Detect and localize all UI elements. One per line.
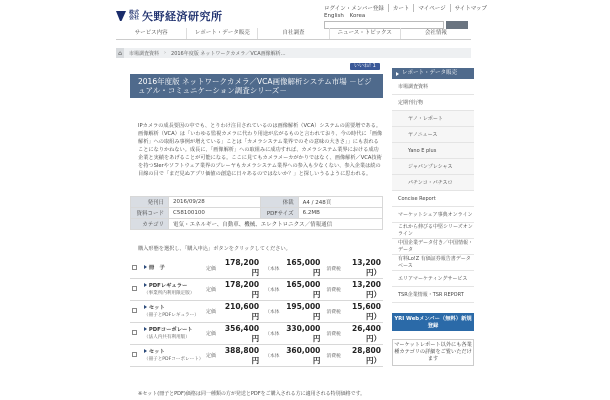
sidebar bbox=[392, 68, 474, 366]
price-value: 388,800円 bbox=[221, 345, 261, 367]
purchase-instruction: 購入形態を選択し、「購入申込」ボタンをクリックしてください。 bbox=[138, 246, 291, 252]
purchase-checkbox[interactable] bbox=[132, 265, 137, 270]
price-base-label: （本体 bbox=[261, 258, 282, 279]
info-label: カテゴリ bbox=[131, 219, 169, 230]
table-row bbox=[131, 208, 383, 219]
nav-divider bbox=[116, 39, 471, 40]
price-base: 360,000円 bbox=[283, 345, 323, 367]
price-kind: 定価 bbox=[204, 279, 221, 301]
global-nav bbox=[116, 28, 471, 39]
price-row[interactable] bbox=[130, 323, 383, 345]
price-tax: 13,200円） bbox=[344, 258, 384, 279]
price-option-name: 冊 子 bbox=[148, 264, 165, 271]
price-value: 178,200円 bbox=[221, 279, 261, 301]
logo[interactable] bbox=[116, 8, 223, 24]
price-tax-label: 消費税 bbox=[322, 345, 343, 367]
sitemap-link[interactable]: サイトマップ bbox=[450, 4, 491, 12]
price-option-name: PDFコーポレート bbox=[148, 326, 193, 333]
triangle-icon bbox=[144, 283, 147, 287]
lang-korea[interactable]: Korea bbox=[349, 13, 366, 19]
price-base-label: （本体 bbox=[261, 323, 282, 345]
nav-company[interactable]: 会社情報 bbox=[400, 28, 471, 39]
info-value: C58100100 bbox=[169, 208, 261, 219]
purchase-checkbox[interactable] bbox=[132, 352, 137, 357]
breadcrumb-separator: › bbox=[164, 50, 167, 56]
sidebar-subitem[interactable]: ジャパンプレシャス bbox=[392, 159, 474, 175]
sidebar-subitem[interactable]: Yano E plus bbox=[392, 143, 474, 159]
price-tax: 28,800円） bbox=[344, 345, 384, 367]
member-register-banner[interactable]: YRI Webメンバー（無料）新規登録 bbox=[392, 313, 474, 331]
price-option-name: PDFレギュラー bbox=[148, 282, 188, 289]
info-label: 資料コード bbox=[131, 208, 169, 219]
price-value: 178,200円 bbox=[221, 258, 261, 279]
top-links bbox=[324, 4, 491, 12]
sidebar-item[interactable]: 有料Lo!Z 有価証券報告書データベース bbox=[392, 255, 474, 271]
price-footnote: ※セット(冊子とPDF)価格は同一種類の方が発送とPDFをご購入される方に適用される特別価格です。 bbox=[138, 391, 366, 397]
nav-services[interactable]: サービス内容 bbox=[134, 30, 168, 36]
price-tax: 13,200円） bbox=[344, 279, 384, 301]
sidebar-subitem[interactable]: パチンコ・パチスロ bbox=[392, 175, 474, 191]
price-option-sub: （冊子とPDFコーポレート） bbox=[143, 356, 204, 362]
table-row bbox=[131, 219, 383, 230]
login-link[interactable]: ログイン・メンバー登録 bbox=[324, 6, 384, 12]
price-row[interactable] bbox=[130, 279, 383, 301]
price-value: 210,600円 bbox=[221, 301, 261, 323]
breadcrumb bbox=[116, 48, 471, 58]
price-base-label: （本体 bbox=[261, 279, 282, 301]
price-tax-label: 消費税 bbox=[322, 279, 343, 301]
sidebar-item[interactable]: 中国企業データ付き／中国情報・データ bbox=[392, 239, 474, 255]
info-label: PDFサイズ bbox=[260, 208, 298, 219]
purchase-checkbox[interactable] bbox=[132, 330, 137, 335]
sidebar-item[interactable]: 市場調査資料 bbox=[392, 79, 474, 95]
nav-reports[interactable]: レポート・データ販売 bbox=[186, 28, 257, 39]
sidebar-subitem[interactable]: ヤノ・レポート bbox=[392, 111, 474, 127]
price-base-label: （本体 bbox=[261, 301, 282, 323]
triangle-icon bbox=[144, 305, 147, 309]
report-info-table bbox=[130, 196, 383, 230]
cart-link[interactable]: カート bbox=[388, 4, 414, 12]
price-base-label: （本体 bbox=[261, 345, 282, 367]
price-tax: 26,400円） bbox=[344, 323, 384, 345]
price-tax-label: 消費税 bbox=[322, 323, 343, 345]
price-base: 330,000円 bbox=[283, 323, 323, 345]
price-base: 195,000円 bbox=[283, 301, 323, 323]
triangle-icon bbox=[144, 349, 147, 353]
sidebar-item[interactable]: これから伸びる中堅シリーズオンライン bbox=[392, 223, 474, 239]
price-tax-label: 消費税 bbox=[322, 258, 343, 279]
table-row bbox=[131, 197, 383, 208]
price-kind: 定価 bbox=[204, 301, 221, 323]
sidebar-subitem[interactable]: ヤノニュース bbox=[392, 127, 474, 143]
price-base: 165,000円 bbox=[283, 279, 323, 301]
like-button[interactable]: いいね! 1 bbox=[350, 63, 380, 70]
price-kind: 定価 bbox=[204, 258, 221, 279]
info-label: 発刊日 bbox=[131, 197, 169, 208]
price-value: 356,400円 bbox=[221, 323, 261, 345]
logo-text: 矢野経済研究所 bbox=[142, 10, 223, 23]
sidebar-item[interactable]: Concise Report bbox=[392, 191, 474, 207]
price-tax: 15,600円） bbox=[344, 301, 384, 323]
info-value: A4 / 248頁 bbox=[298, 197, 382, 208]
triangle-icon bbox=[144, 327, 147, 331]
triangle-icon bbox=[144, 265, 147, 269]
nav-surveys[interactable]: 自社調査 bbox=[257, 28, 328, 39]
nav-news[interactable]: ニュース・トピックス bbox=[329, 28, 400, 39]
price-row[interactable] bbox=[130, 345, 383, 367]
price-base: 165,000円 bbox=[283, 258, 323, 279]
page-title: 2016年度版 ネットワークカメラ／VCA画像解析システム市場 －ビジュアル・コミュニケーション調査シリーズ－ bbox=[130, 74, 383, 98]
sidebar-item[interactable]: マーケットシェア事典オンライン bbox=[392, 207, 474, 223]
info-label: 体裁 bbox=[260, 197, 298, 208]
info-value: 電気・エネルギー、自動車、機械、エレクトロニクス／情報通信 bbox=[169, 219, 383, 230]
price-option-sub: （法人内共有利用版） bbox=[143, 334, 190, 340]
price-option-sub: （冊子とPDFレギュラー） bbox=[143, 312, 199, 318]
market-category-banner[interactable]: マーケットレポート以外にも各業種カテゴリの詳細をご覧いただけます bbox=[392, 339, 474, 366]
price-kind: 定価 bbox=[204, 323, 221, 345]
language-links bbox=[324, 13, 369, 19]
info-value: 2016/09/28 bbox=[169, 197, 261, 208]
sidebar-item[interactable]: TSR企業情報・TSR REPORT bbox=[392, 287, 474, 303]
price-option-name: セット bbox=[148, 304, 165, 311]
mypage-link[interactable]: マイページ bbox=[413, 4, 449, 12]
info-value: 6.2MB bbox=[298, 208, 382, 219]
breadcrumb-current: 2016年度版 ネットワークカメラ／VCA画像解析… bbox=[171, 50, 286, 57]
purchase-checkbox[interactable] bbox=[132, 308, 137, 313]
price-row[interactable] bbox=[130, 301, 383, 323]
sidebar-item[interactable]: エリアマーケティングサービス bbox=[392, 271, 474, 287]
logo-mark-icon bbox=[116, 11, 126, 21]
report-description: IPカメラの成長要因の中でも、とりわけ注目されているのは画像解析（VCA）システムの需要増である。画像解析（VCA）は「いわゆる監視カメラに代わり用途が広がるものと言われており、今の時代に「画像解析」への取組み事例が増えている」ことは「カメラシステム業界でのその意味の大きさ」」にも表れることになりかねない。成長に、「画像解析」への取組みに成功すれば、カメラシステム業界における成功企業と実績をあげることが可能になる。ここに見てもカメラメーカがかりではなく、画像解析／VCA技術を持つSIerやソフトウェア業界のプレーヤもカメラシステム業界への参入も少なくない、参入企業は続の目線の目で「まだ見ぬアプリ価値の創造に日々あるのではないか？」と探しいうるように思われる。 bbox=[138, 123, 383, 177]
price-kind: 定価 bbox=[204, 345, 221, 367]
sidebar-heading: レポート・データ販売 bbox=[392, 68, 474, 79]
lang-english[interactable]: English bbox=[324, 13, 344, 19]
price-row[interactable] bbox=[130, 258, 383, 279]
sidebar-item[interactable]: 定期刊行物 bbox=[392, 95, 474, 111]
price-option-name: セット bbox=[148, 348, 165, 355]
price-table bbox=[130, 258, 383, 367]
breadcrumb-item[interactable]: 市場調査資料 bbox=[129, 50, 160, 57]
logo-small-text: 株式会社 bbox=[129, 10, 140, 21]
home-icon[interactable]: ⌂ bbox=[116, 48, 124, 58]
price-tax-label: 消費税 bbox=[322, 301, 343, 323]
price-option-sub: （事業所内利用限定版） bbox=[143, 290, 195, 296]
purchase-checkbox[interactable] bbox=[132, 286, 137, 291]
